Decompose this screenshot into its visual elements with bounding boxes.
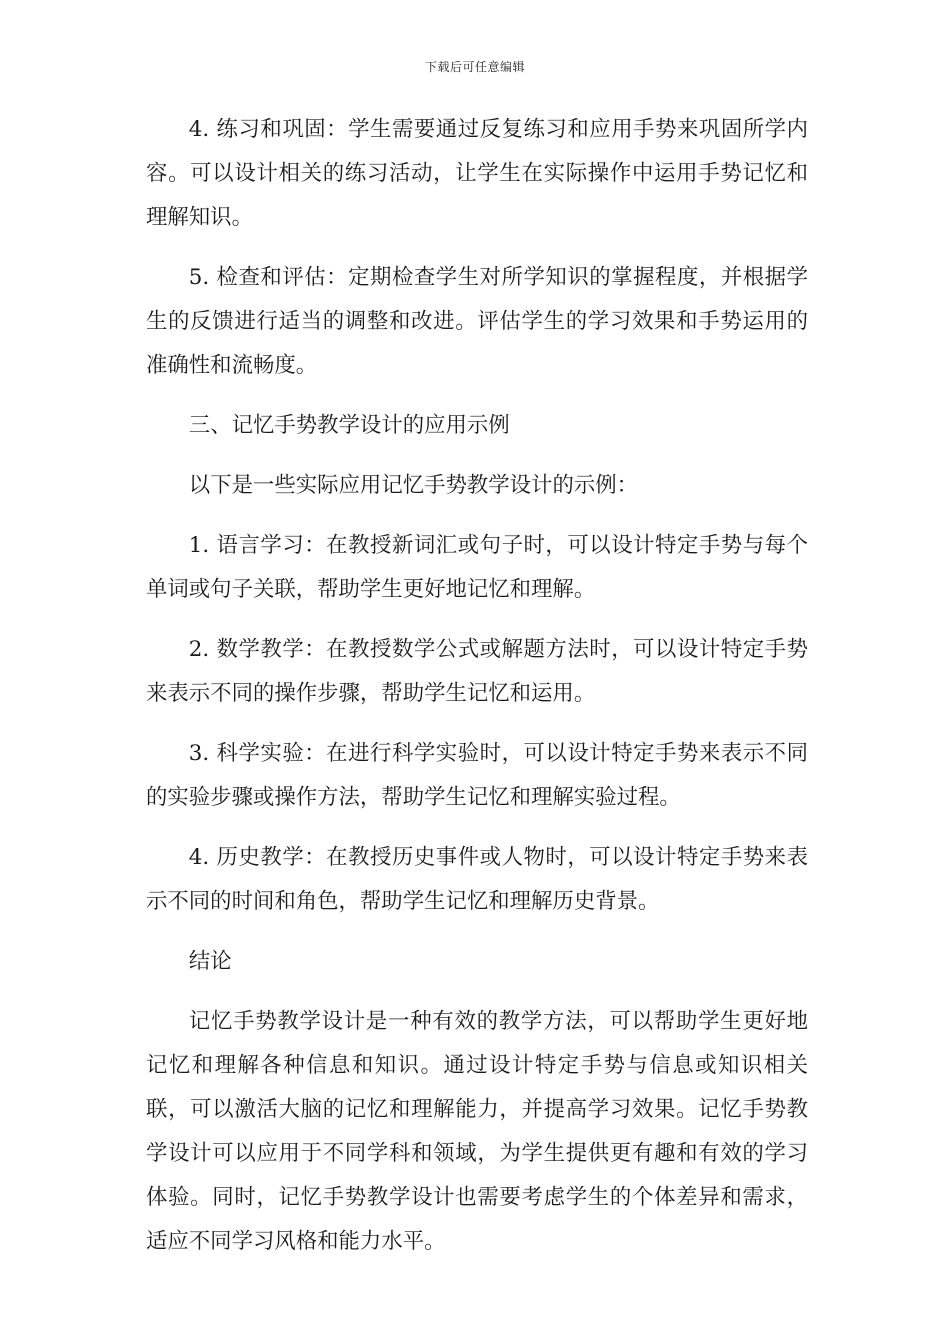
document-body bbox=[146, 108, 808, 1280]
paragraph-examples-intro: 以下是一些实际应用记忆手势教学设计的示例： bbox=[188, 473, 639, 498]
paragraph-history-teaching: 4. 历史教学：在教授历史事件或人物时，可以设计特定手势来表示不同的时间和角色，帮助学生记忆和理解历史背景。 bbox=[146, 845, 808, 914]
page-header-note: 下载后可任意编辑 bbox=[424, 60, 525, 74]
paragraph-practice-consolidation: 4. 练习和巩固：学生需要通过反复练习和应用手势来巩固所学内容。可以设计相关的练习活动，让学生在实际操作中运用手势记忆和理解知识。 bbox=[146, 117, 808, 230]
paragraph-conclusion: 记忆手势教学设计是一种有效的教学方法，可以帮助学生更好地记忆和理解各种信息和知识。通过设计特定手势与信息或知识相关联，可以激活大脑的记忆和理解能力，并提高学习效果。记忆手势教学设计可以应用于不同学科和领域，为学生提供更有趣和有效的学习体验。同时，记忆手势教学设计也需要考虑学生的个体差异和需求，适应不同学习风格和能力水平。 bbox=[146, 1009, 808, 1254]
section-heading-conclusion: 结论 bbox=[188, 949, 232, 974]
paragraph-language-learning: 1. 语言学习：在教授新词汇或句子时，可以设计特定手势与每个单词或句子关联，帮助学生更好地记忆和理解。 bbox=[146, 533, 808, 602]
paragraph-check-evaluate: 5. 检查和评估：定期检查学生对所学知识的掌握程度，并根据学生的反馈进行适当的调整和改进。评估学生的学习效果和手势运用的准确性和流畅度。 bbox=[146, 265, 808, 378]
paragraph-math-teaching: 2. 数学教学：在教授数学公式或解题方法时，可以设计特定手势来表示不同的操作步骤，帮助学生记忆和运用。 bbox=[146, 637, 808, 706]
paragraph-science-experiment: 3. 科学实验：在进行科学实验时，可以设计特定手势来表示不同的实验步骤或操作方法，帮助学生记忆和理解实验过程。 bbox=[146, 741, 808, 810]
section-heading-examples: 三、记忆手势教学设计的应用示例 bbox=[188, 413, 510, 438]
